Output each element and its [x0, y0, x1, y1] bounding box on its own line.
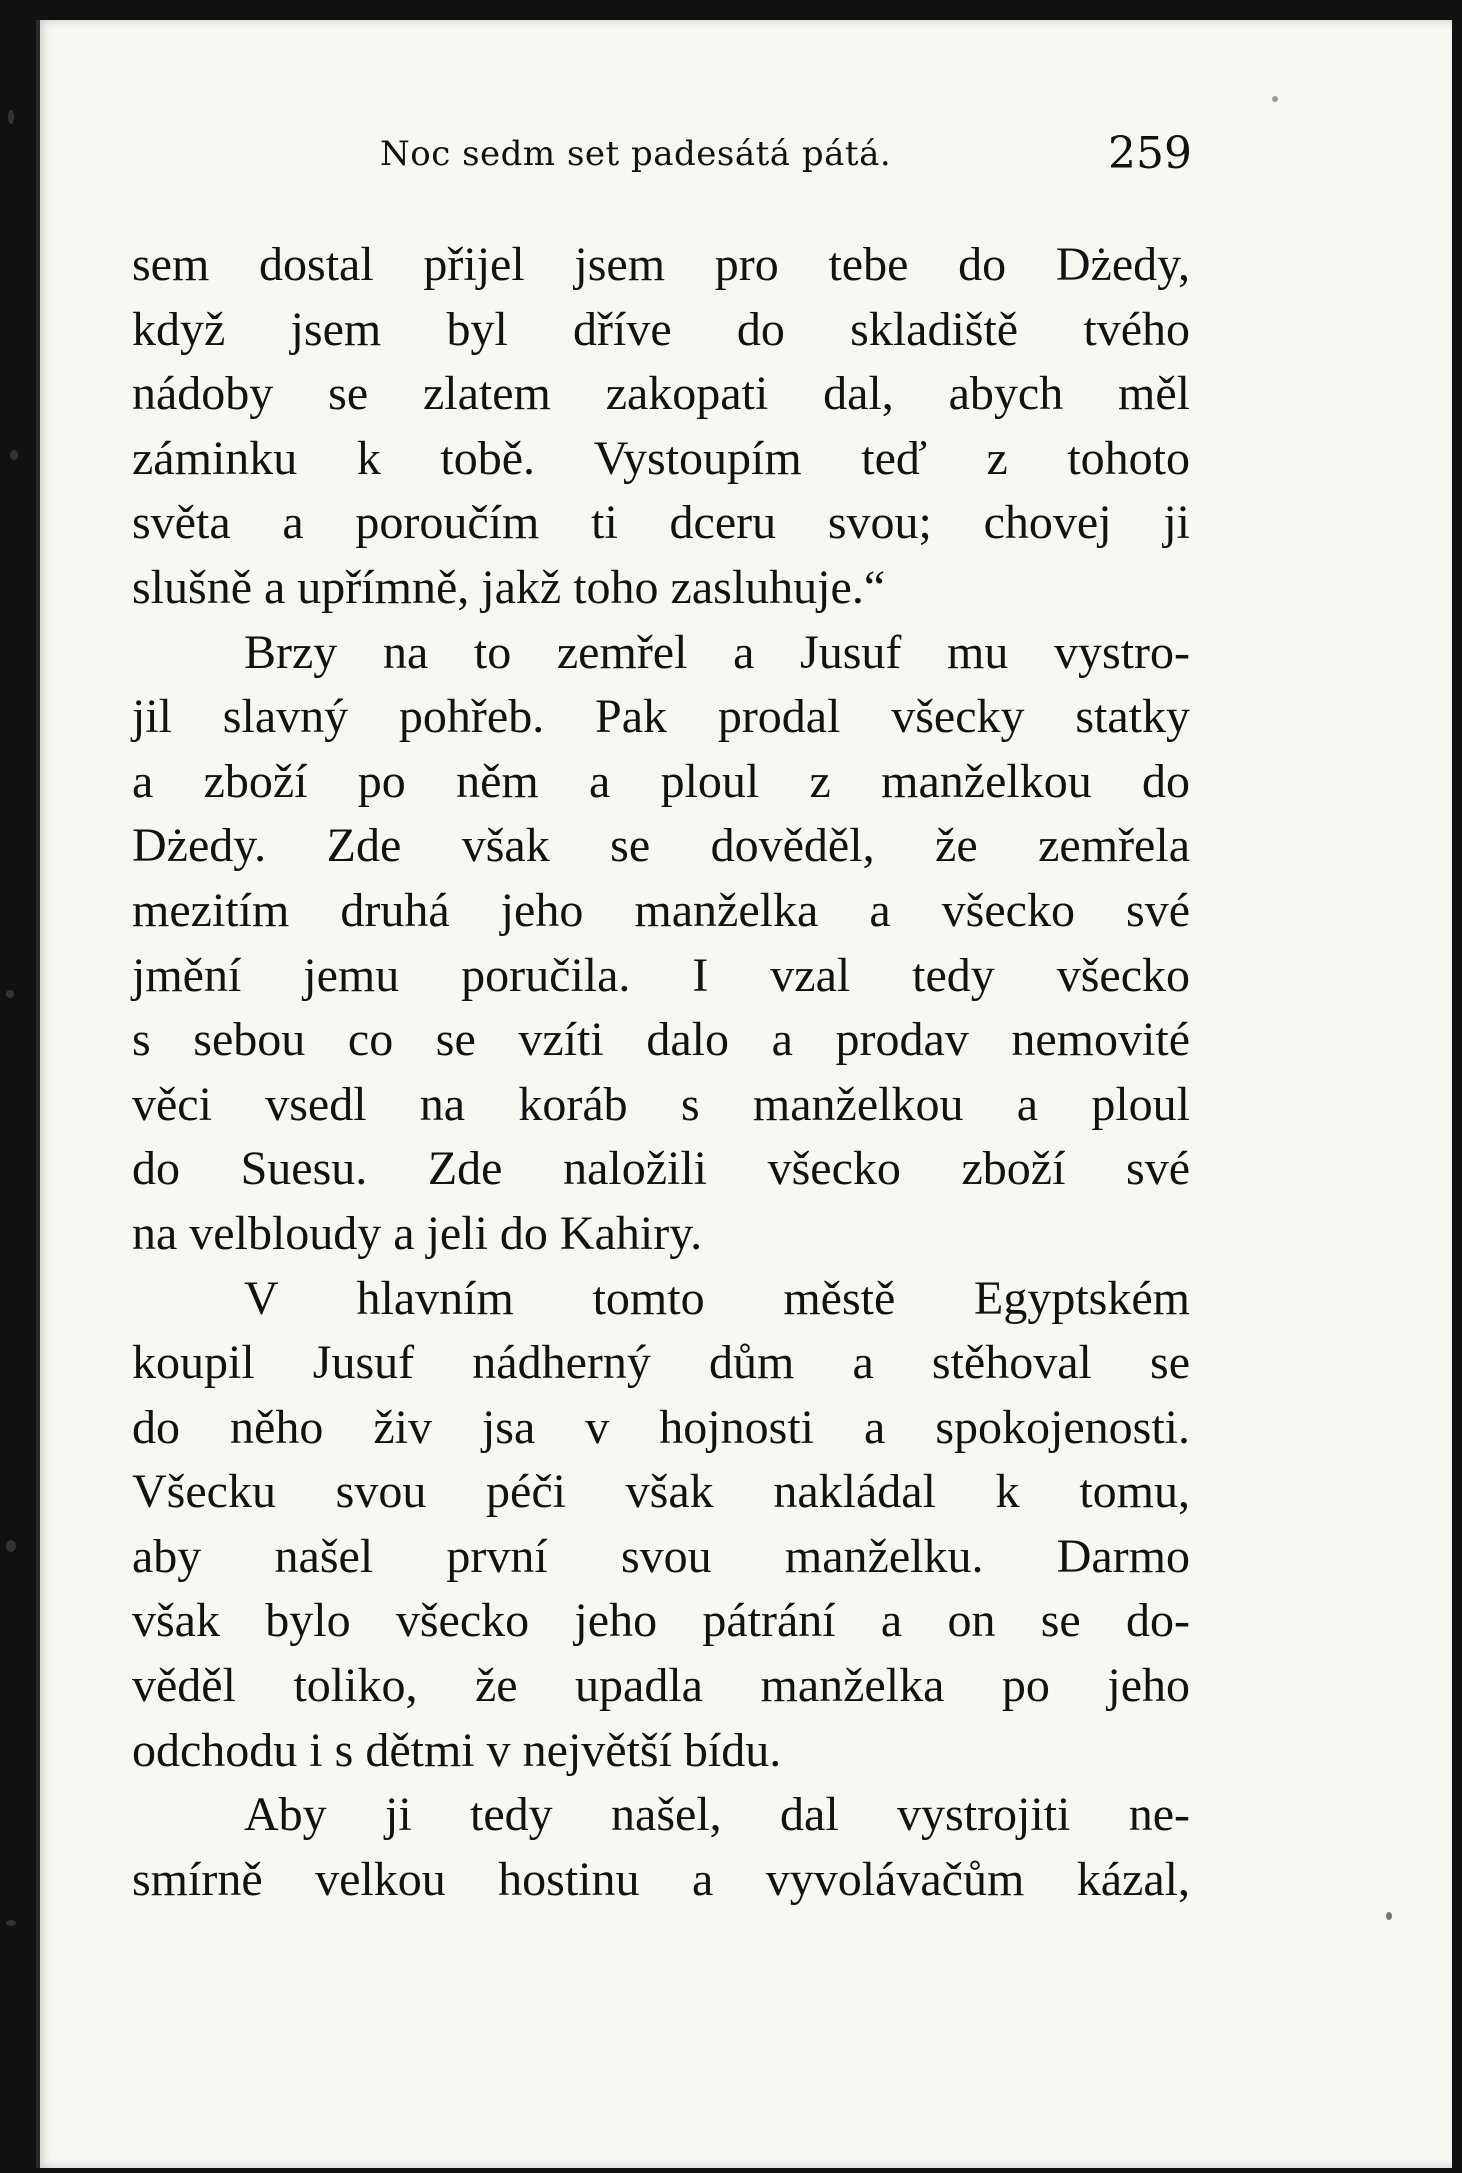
- text-line: světa a poroučím ti dceru svou; chovej ji: [132, 496, 1190, 550]
- text-line: s sebou co se vzíti dalo a prodav nemovité: [132, 1013, 1190, 1067]
- text-line: aby našel první svou manželku. Darmo: [132, 1529, 1190, 1583]
- text-line: Všecku svou péči však nakládal k tomu,: [132, 1465, 1190, 1519]
- text-line: jmění jemu poručila. I vzal tedy všecko: [132, 948, 1190, 1002]
- text-line: do Suesu. Zde naložili všecko zboží své: [132, 1142, 1190, 1196]
- text-line: však bylo všecko jeho pátrání a on se do-: [132, 1594, 1190, 1648]
- text-line: Aby ji tedy našel, dal vystrojiti ne-: [244, 1788, 1190, 1842]
- scan-speck: [1272, 96, 1278, 102]
- scan-speck: [6, 1920, 16, 1926]
- text-line: smírně velkou hostinu a vyvolávačům kázal,: [132, 1852, 1190, 1906]
- text-line: do něho živ jsa v hojnosti a spokojenosti.: [132, 1400, 1190, 1454]
- text-line: věci vsedl na koráb s manželkou a ploul: [132, 1077, 1190, 1131]
- text-line: slušně a upřímně, jakž toho zasluhuje.“: [132, 560, 886, 614]
- text-line: Dżedy. Zde však se dověděl, že zemřela: [132, 819, 1190, 873]
- body-text: [132, 233, 1190, 1912]
- scan-speck: [10, 450, 18, 460]
- text-line: Brzy na to zemřel a Jusuf mu vystro-: [244, 625, 1190, 679]
- scan-speck: [6, 990, 14, 998]
- text-line: záminku k tobě. Vystoupím teď z tohoto: [132, 431, 1190, 485]
- binding-edge: [36, 20, 40, 2168]
- text-line: odchodu i s dětmi v největší bídu.: [132, 1723, 782, 1777]
- text-line: jil slavný pohřeb. Pak prodal všecky statky: [132, 690, 1190, 744]
- text-line: na velbloudy a jeli do Kahiry.: [132, 1206, 703, 1260]
- text-line: a zboží po něm a ploul z manželkou do: [132, 754, 1190, 808]
- scan-speck: [6, 1540, 16, 1552]
- running-title: Noc sedm set padesátá pátá.: [380, 134, 892, 174]
- text-line: V hlavním tomto městě Egyptském: [244, 1271, 1190, 1325]
- scan-speck: [1386, 1912, 1392, 1920]
- text-line: koupil Jusuf nádherný dům a stěhoval se: [132, 1336, 1190, 1390]
- text-line: sem dostal přijel jsem pro tebe do Dżedy,: [132, 238, 1190, 291]
- page-number: 259: [1108, 128, 1192, 179]
- text-line: nádoby se zlatem zakopati dal, abych měl: [132, 367, 1190, 421]
- text-line: věděl toliko, že upadla manželka po jeho: [132, 1659, 1190, 1713]
- text-line: mezitím druhá jeho manželka a všecko své: [132, 883, 1190, 937]
- scan-speck: [8, 110, 14, 124]
- text-line: když jsem byl dříve do skladiště tvého: [132, 302, 1190, 356]
- page-header: [0, 128, 1462, 188]
